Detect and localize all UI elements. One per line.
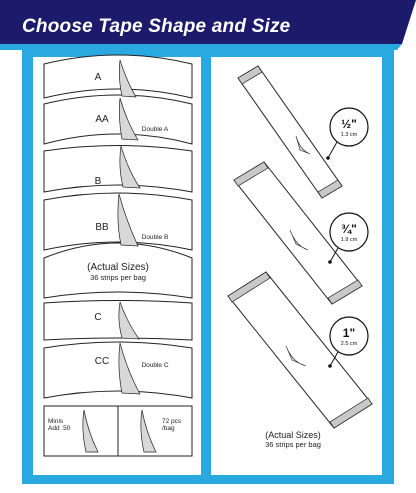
shape-label-actual-sizes: (Actual Sizes) [87,262,149,273]
shape-label-a: A [94,72,102,83]
shape-label-bb: BB [95,222,109,233]
page-title: Choose Tape Shape and Size [22,16,291,37]
shape-label-cc: CC [94,356,110,367]
width-value-one: 1" [342,326,356,340]
shape-label-c: C [94,312,102,323]
width-value-three-quarter: ¾" [341,222,357,236]
width-cm-one: 2.5 cm [340,341,358,347]
shape-desc-cc: Double C [141,362,169,369]
right-caption-subtitle: 36 strips per bag [265,440,321,449]
shape-desc-bb: Double B [141,234,169,241]
shape-label-b: B [94,176,102,187]
minis-label: Minis Add .50 [48,418,71,433]
shape-desc-aa: Double A [141,126,169,133]
width-label-three-quarter [341,220,358,244]
shape-desc-strips: 36 strips per bag [90,273,146,282]
right-caption-title: (Actual Sizes) [265,430,321,440]
shape-label-aa: AA [95,114,109,125]
width-label-half [341,115,358,139]
width-cm-half: 1.3 cm [340,132,358,138]
width-label-one [341,324,358,348]
width-cm-three-quarter: 1.9 cm [340,237,358,243]
width-value-half: ½" [341,117,357,131]
minis-count-label: 72 pcs /bag [162,418,182,433]
